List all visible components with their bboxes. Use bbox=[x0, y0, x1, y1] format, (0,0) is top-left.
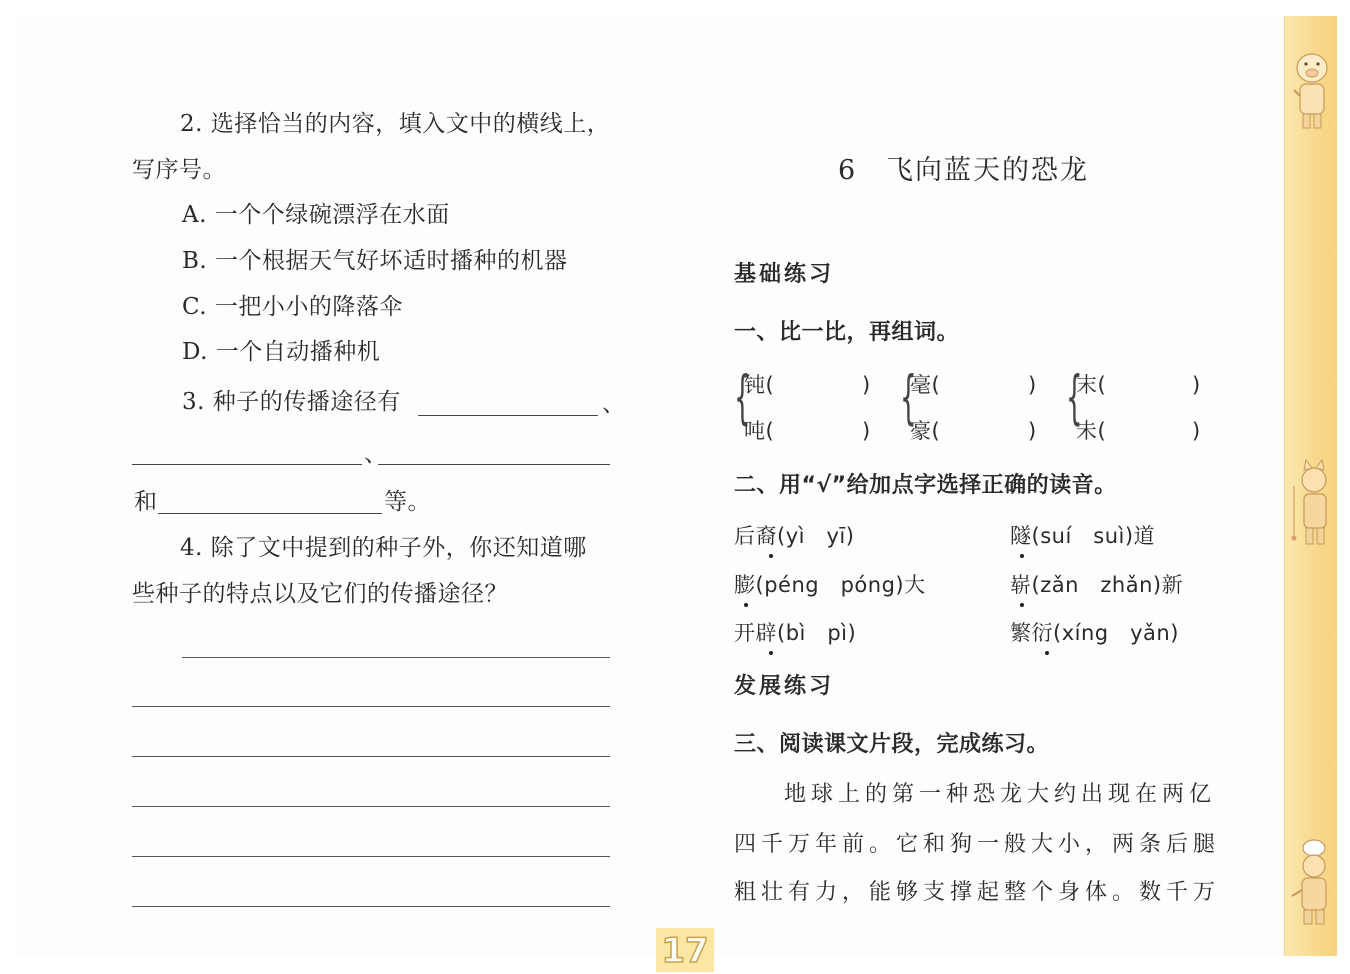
writing-line-5[interactable] bbox=[132, 856, 610, 857]
part3-title: 三、阅读课文片段，完成练习。 bbox=[734, 732, 1050, 757]
emphasis-dot bbox=[1045, 651, 1049, 655]
answer-blank-4[interactable] bbox=[158, 513, 382, 514]
compare-1-top: 钝( bbox=[744, 373, 775, 397]
part2-title: 二、用“√”给加点字选择正确的读音。 bbox=[734, 473, 1117, 498]
chapter-title: 飞向蓝天的恐龙 bbox=[886, 155, 1089, 186]
q4-line1: 4. 除了文中提到的种子外，你还知道哪 bbox=[180, 535, 587, 561]
q3-start: 3. 种子的传播途径有 bbox=[182, 389, 401, 415]
compare-1-bottom: 吨( bbox=[744, 419, 775, 443]
part1-title: 一、比一比，再组词。 bbox=[734, 320, 960, 345]
writing-line-3[interactable] bbox=[132, 756, 610, 757]
q3-he: 和 bbox=[134, 489, 158, 515]
compare-3-bottom: 未( bbox=[1076, 419, 1107, 443]
pinyin-item-4[interactable]: 崭(zǎn zhǎn)新 bbox=[1010, 573, 1184, 597]
compare-3-top: 末( bbox=[1076, 373, 1107, 397]
writing-line-1[interactable] bbox=[182, 657, 610, 658]
develop-practice-heading: 发展练习 bbox=[734, 674, 835, 699]
option-c: C. 一把小小的降落伞 bbox=[182, 294, 403, 320]
option-a: A. 一个个绿碗漂浮在水面 bbox=[182, 202, 450, 228]
passage-line-2: 四千万年前。它和狗一般大小，两条后腿 bbox=[734, 832, 1221, 857]
compare-2-bottom: 豪( bbox=[910, 419, 941, 443]
pinyin-item-1[interactable]: 后裔(yì yī) bbox=[734, 524, 855, 548]
compare-1-top-close: ) bbox=[862, 373, 871, 397]
answer-blank-1[interactable] bbox=[418, 415, 598, 416]
q3-comma-1: 、 bbox=[602, 391, 626, 417]
compare-2-bottom-close: ) bbox=[1028, 419, 1037, 443]
brace-2: { bbox=[900, 363, 917, 431]
q2-line1: 2. 选择恰当的内容，填入文中的横线上， bbox=[180, 111, 611, 137]
chapter-number: 6 bbox=[838, 155, 858, 186]
passage-line-1: 地球上的第一种恐龙大约出现在两亿 bbox=[784, 782, 1217, 807]
compare-3-top-close: ) bbox=[1192, 373, 1201, 397]
answer-blank-3[interactable] bbox=[378, 464, 610, 465]
basic-practice-heading: 基础练习 bbox=[734, 262, 835, 287]
passage-line-3: 粗壮有力，能够支撑起整个身体。数千万 bbox=[734, 880, 1221, 905]
q2-line2: 写序号。 bbox=[132, 157, 226, 183]
q3-comma-2: 、 bbox=[364, 441, 388, 467]
compare-1-bottom-close: ) bbox=[862, 419, 871, 443]
emphasis-dot bbox=[1020, 554, 1024, 558]
option-d: D. 一个自动播种机 bbox=[182, 339, 381, 365]
decorative-side-strip bbox=[1284, 16, 1337, 956]
brace-1: { bbox=[734, 363, 751, 431]
compare-2-top: 毫( bbox=[910, 373, 941, 397]
emphasis-dot bbox=[769, 651, 773, 655]
page-number: 17 bbox=[656, 928, 714, 972]
emphasis-dot bbox=[744, 603, 748, 607]
pinyin-item-2[interactable]: 隧(suí suì)道 bbox=[1010, 524, 1156, 548]
q3-end: 等。 bbox=[384, 489, 431, 515]
writing-line-6[interactable] bbox=[132, 906, 610, 907]
compare-2-top-close: ) bbox=[1028, 373, 1037, 397]
emphasis-dot bbox=[1020, 603, 1024, 607]
pinyin-item-6[interactable]: 繁衍(xíng yǎn) bbox=[1010, 621, 1179, 645]
brace-3: { bbox=[1066, 363, 1083, 431]
pinyin-item-3[interactable]: 膨(péng póng)大 bbox=[734, 573, 926, 597]
answer-blank-2[interactable] bbox=[132, 464, 362, 465]
mascot-chef-icon bbox=[1290, 836, 1332, 946]
q4-line2: 些种子的特点以及它们的传播途径？ bbox=[132, 581, 508, 607]
mascot-pig-icon bbox=[1290, 46, 1332, 134]
emphasis-dot bbox=[769, 554, 773, 558]
workbook-page bbox=[16, 16, 1284, 971]
writing-line-2[interactable] bbox=[132, 706, 610, 707]
option-b: B. 一个根据天气好坏适时播种的机器 bbox=[182, 248, 568, 274]
writing-line-4[interactable] bbox=[132, 806, 610, 807]
pinyin-item-5[interactable]: 开辟(bì pì) bbox=[734, 621, 857, 645]
compare-3-bottom-close: ) bbox=[1192, 419, 1201, 443]
mascot-cat-icon bbox=[1290, 456, 1332, 566]
